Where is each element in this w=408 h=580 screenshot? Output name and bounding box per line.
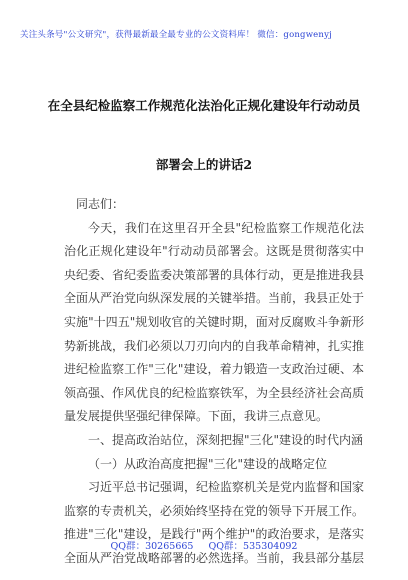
document-title-line2: 部署会上的讲话2 xyxy=(155,157,253,172)
body-paragraph-1: 今天，我们在这里召开全县"纪检监察工作规范化法治化正规化建设年"行动动员部署会。这既是贯彻落实中央纪委、省纪委监委决策部署的具体行动，更是推进我县全面从严治党向纵深发展的关键举措。当前，我县正处于实施"十四五"规划收官的关键时期，面对反腐败斗争新形势新挑战，我们必须以刀刃向内的自我革命精神，扎实推进纪检监察工作"三化"建设，着力锻造一支政治过硬、本领高强、作风优良的纪检监察铁军，为全县经济社会高质量发展提供坚强纪律保障。下面，我讲三点意见。 xyxy=(64,220,365,424)
salutation: 同志们： xyxy=(76,197,125,211)
document-body xyxy=(64,193,364,571)
body-paragraph-2: 习近平总书记强调，纪检监察机关是党内监督和国家监察的专责机关，必须始终坚持在党的领导下开展工作。推进"三化"建设，是践行"两个维护"的政治要求，是落实全面从严治党战略部署的必然选择。当前，我县部分基层 xyxy=(64,480,365,565)
document-title-line1: 在全县纪检监察工作规范化法治化正规化建设年行动动员 xyxy=(47,98,361,113)
footer-qq-group-1: QQ群：30265665 xyxy=(110,541,194,552)
section-heading-1: 一、提高政治站位，深刻把握"三化"建设的时代内涵 xyxy=(88,432,364,447)
footer-qq-groups xyxy=(0,538,408,552)
footer-qq-group-2: QQ群：535304092 xyxy=(208,541,298,552)
subsection-heading-1: （一）从政治高度把握"三化"建设的战略定位 xyxy=(88,456,328,471)
header-promo-note: 关注头条号"公文研究"，获得最新最全最专业的公文资料库！ 微信：gongwenyj xyxy=(20,30,332,40)
